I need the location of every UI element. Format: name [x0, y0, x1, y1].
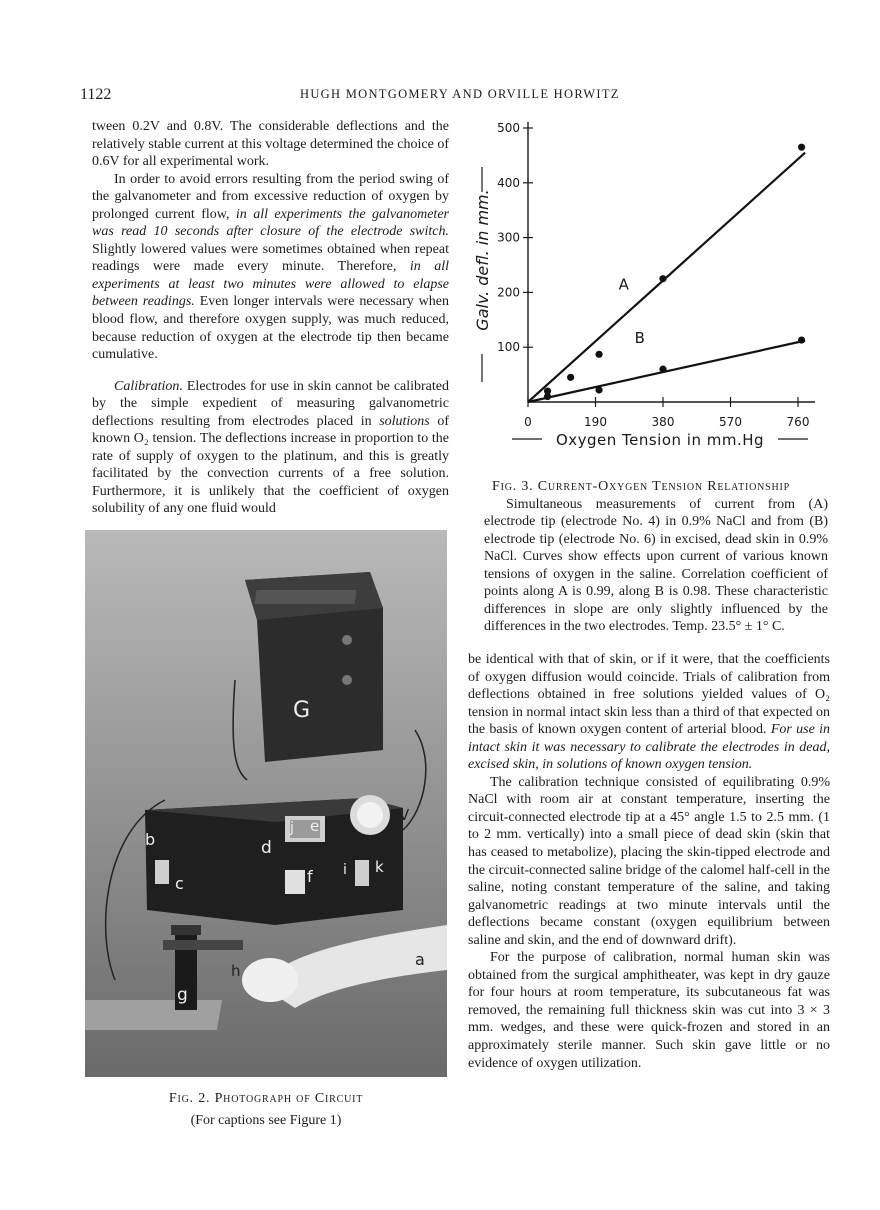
chart-ticks [497, 121, 809, 429]
y-tick-label: 100 [497, 340, 520, 355]
label-b: b [145, 830, 156, 849]
y-axis-title-group [473, 167, 492, 382]
label-g: g [177, 985, 188, 1005]
emphasis-text: For use in intact skin it was necessary to calibrate the electrodes in dead, excised skin, in solutions of known oxygen tension. [468, 722, 830, 773]
series-label-B: B [634, 328, 645, 347]
x-tick-label: 0 [524, 415, 532, 429]
figure-2-subcaption: (For captions see Figure 1) [190, 1113, 342, 1128]
x-tick-label: 190 [584, 415, 607, 429]
emphasis-text: in all experiments the galvanometer was read 10 seconds after closure of the electrode switch. [92, 206, 449, 240]
data-point-B [544, 393, 551, 400]
y-tick-label: 200 [497, 285, 520, 300]
left-column [92, 118, 449, 518]
x-tick-label: 760 [786, 415, 810, 429]
running-head: HUGH MONTGOMERY AND ORVILLE HORWITZ [300, 87, 620, 101]
chart-fit-lines [528, 153, 805, 402]
data-point-A [567, 374, 574, 381]
label-h: h [231, 962, 241, 980]
paragraph [92, 171, 449, 364]
data-point-B [798, 336, 805, 343]
photograph-illustration [85, 530, 447, 1077]
data-point-A [798, 144, 805, 151]
label-c: c [175, 874, 184, 893]
figure-2-title: Fig. 2. Photograph of Circuit [168, 1091, 364, 1106]
fit-line-B [528, 341, 805, 402]
label-j: j [290, 820, 294, 836]
paragraph-text: be identical with that of skin, or if it were, that the coefficients of oxygen diffusion would coincide. Trials of calibration from deflections obtained in free solutions yielded values of O₂ tension in normal intact skin less than a third of that expected on the basis of known oxygen content of arterial blood. [468, 652, 830, 738]
figure-2-caption [85, 1088, 447, 1132]
series-label-A: A [618, 275, 629, 294]
chart-series-labels [619, 276, 645, 347]
paragraph-text: Slightly lowered values were sometimes obtained when repeat readings were made every minute. Therefore, [92, 241, 449, 275]
y-tick-label: 300 [497, 230, 520, 245]
y-tick-label: 500 [497, 121, 520, 135]
paragraph-text: tween 0.2V and 0.8V. The considerable deflections and the relatively stable current at this voltage determined the choice of 0.6V for all experimental work. [92, 119, 449, 170]
label-i: i [343, 862, 347, 878]
y-axis-title: Galv. defl. in mm. [473, 189, 492, 331]
figure-3-title: Fig. 3. Current-Oxygen Tension Relationship [492, 479, 791, 494]
paragraph [92, 378, 449, 518]
fit-line-A [528, 153, 805, 402]
x-axis-title-group [512, 431, 808, 449]
emphasis-text: solutions [379, 413, 430, 429]
data-point-B [659, 366, 666, 373]
paragraph-text: Even longer intervals were necessary when blood flow, and therefore oxygen supply, was much reduced, because reduction of oxygen at the electrode tip then became cumulative. [92, 294, 449, 363]
label-e: e [310, 817, 320, 835]
right-column [468, 651, 830, 1072]
x-tick-label: 570 [719, 415, 742, 429]
label-f: f [307, 867, 313, 886]
label-G: G [293, 698, 311, 723]
section-heading: Calibration. [114, 378, 183, 394]
y-tick-label: 400 [497, 175, 520, 190]
paragraph-text: In order to avoid errors resulting from the period swing of the galvanometer and from excessive reduction of oxygen by prolonged current flow, [92, 171, 449, 222]
chart-axes [528, 122, 815, 402]
chart-points [544, 144, 805, 401]
label-a: a [415, 950, 425, 969]
label-V: V [399, 806, 410, 824]
oxygen-tension-chart [470, 112, 830, 464]
paragraph: The calibration technique consisted of equilibrating 0.9% NaCl with room air at constant temperature, inserting the circuit-connected electrode tip at a 45° angle 1.5 to 2.5 mm. (1 to 2 mm. vertically) into a small piece of dead skin (skin that has ceased to metabolize), placing the skin-tipped electrode and the circuit-connected saline bridge of the calomel half-cell in the saline, noting constant temperature of the saline, and taking galvanometric readings at two minute intervals until the deflections became constant (oxygen equilibrium between saline and skin, and the end of downward drift). [468, 774, 830, 948]
paragraph-text: Electrodes for use in skin cannot be calibrated by the simple expedient of measuring galvanometric deflections resulting from electrodes placed in [92, 378, 449, 429]
paragraph: For the purpose of calibration, normal human skin was obtained from the surgical amphitheater, was kept in dry gauze for four hours at room temperature, its subcutaneous fat was removed, the remaining full thickness skin was cut into 3 × 3 mm. wedges, and these were quick-frozen and stored in an approximately sterile manner. Such skin gave little or no evidence of oxygen utilization. [468, 950, 830, 1071]
circuit-photograph [85, 530, 447, 1077]
data-point-B [595, 386, 602, 393]
paragraph [92, 118, 449, 171]
label-d: d [261, 838, 272, 858]
x-axis-title: Oxygen Tension in mm.Hg [555, 431, 765, 449]
data-point-A [659, 275, 666, 282]
paragraph-text: of known O₂ tension. The deflections increase in proportion to the rate of supply of oxygen to the platinum, and this is greatly facilitated by the convection currents of a free solution. Furthermore, it is unlikely that the coefficient of oxygen solubility of any one fluid would [92, 413, 449, 517]
data-point-A [595, 351, 602, 358]
x-tick-label: 380 [651, 415, 675, 429]
figure-3-caption-text: Simultaneous measurements of current from (A) electrode tip (electrode No. 4) in 0.9% NaCl and from (B) electrode tip (electrode No. 6) in excised, dead skin in 0.9% NaCl. Curves show effects upon current of various known tensions of oxygen in the saline. Correlation coefficient of points along A is 0.99, along B is 0.98. These characteristic differences in slope are only slightly influenced by the differences in the two electrodes. Temp. 23.5° ± 1° C. [484, 496, 828, 635]
emphasis-text: in all experiments at least two minutes were allowed to elapse between readings. [92, 259, 449, 310]
page-number: 1122 [80, 86, 112, 103]
figure-3-caption [484, 478, 828, 636]
paragraph [468, 651, 830, 774]
label-k: k [375, 858, 384, 876]
